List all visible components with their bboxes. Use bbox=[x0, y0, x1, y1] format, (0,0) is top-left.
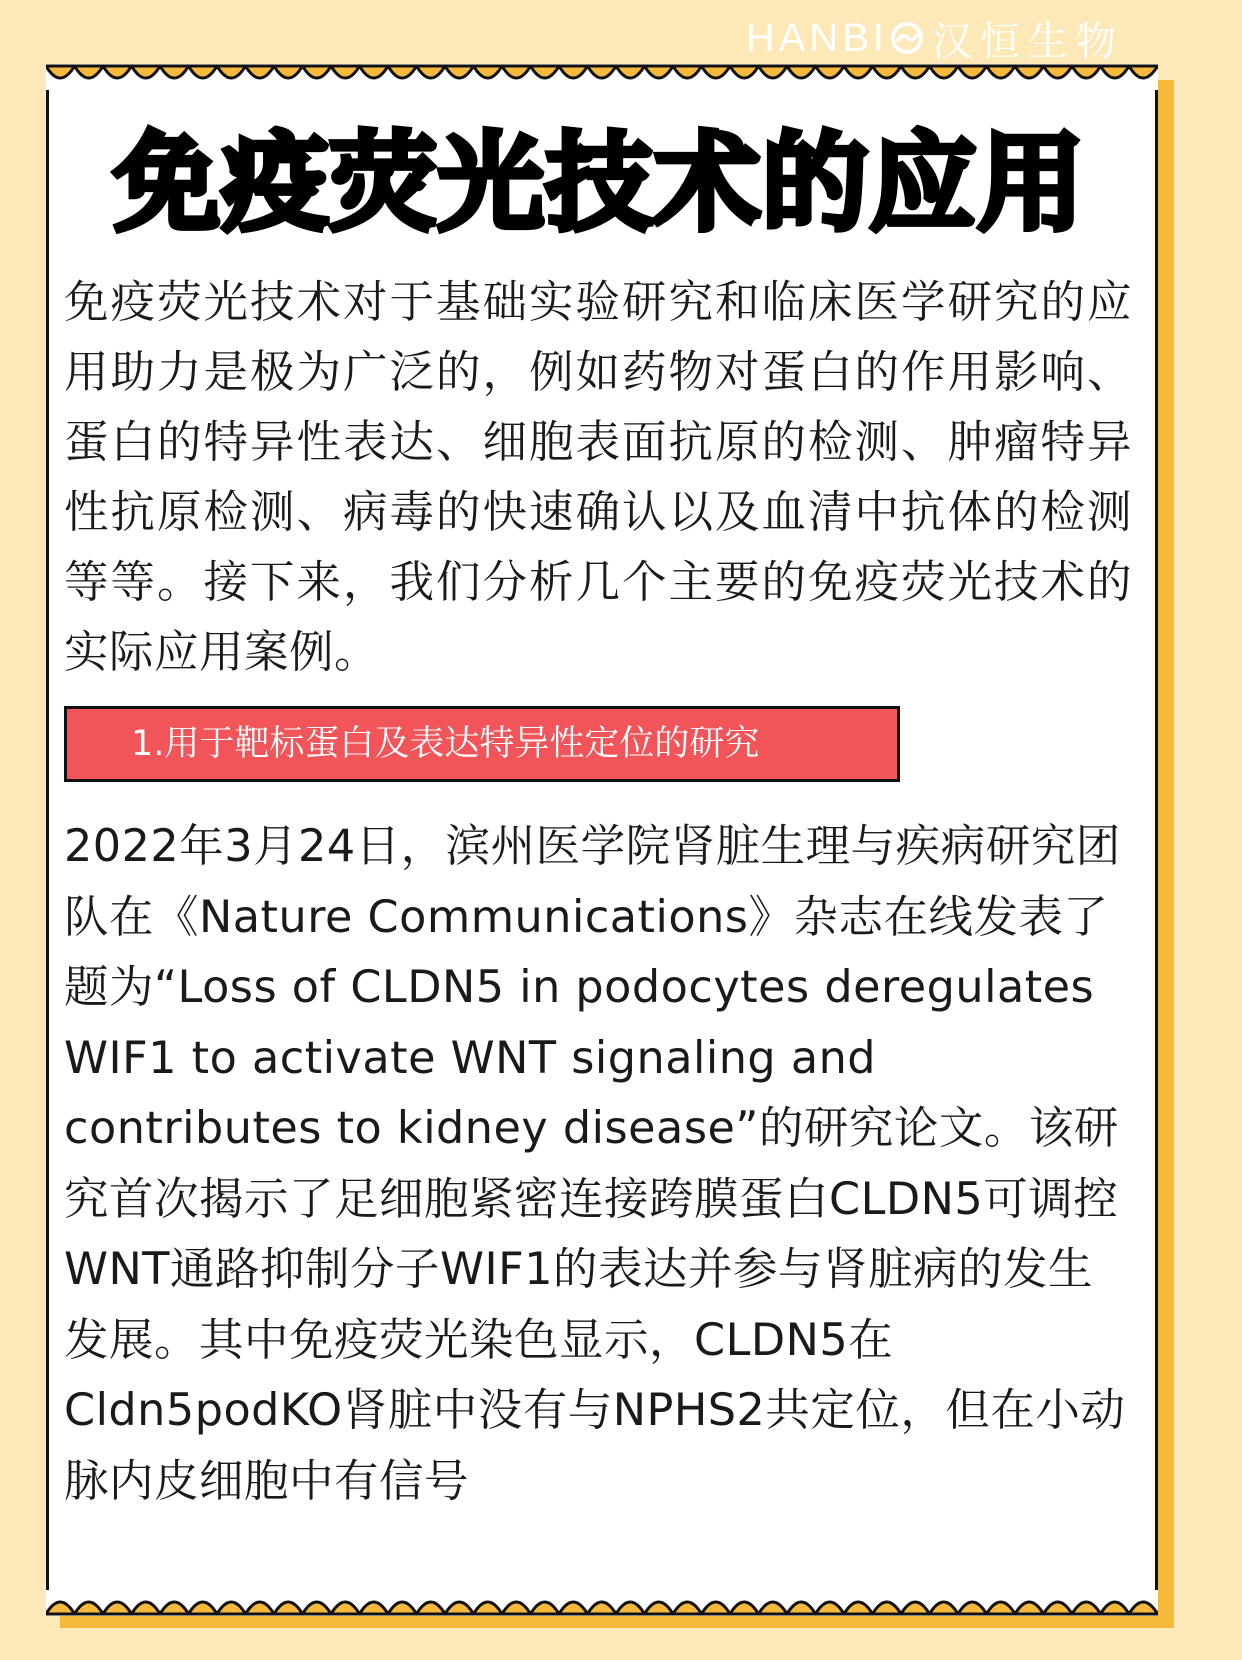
section-1-paragraph: 2022年3月24日，滨州医学院肾脏生理与疾病研究团队在《Nature Communications》杂志在线发表了题为“Loss of CLDN5 in podocytes deregulates WIF1 to activate WNT signaling and contributes to kidney disease”的研究论文。该研究首次揭示了足细胞紧密连接跨膜蛋白CLDN5可调控WNT通路抑制分子WIF1的表达并参与肾脏病的发生发展。其中免疫荧光染色显示，CLDN5在Cldn5podKO肾脏中没有与NPHS2共定位，但在小动脉内皮细胞中有信号 bbox=[64, 821, 1126, 1507]
brand-name-cn: 汉恒生物 bbox=[932, 19, 1124, 64]
hanbio-o-logo-icon bbox=[890, 21, 924, 55]
ticket-scallop-bottom bbox=[46, 1590, 1158, 1616]
brand-name-en: HANBI bbox=[745, 15, 888, 60]
section-heading-1: 1.用于靶标蛋白及表达特异性定位的研究 bbox=[64, 706, 900, 782]
brand-logo bbox=[746, 14, 1124, 62]
page-title: 免疫荧光技术的应用 bbox=[114, 122, 1086, 245]
ticket-scallop-top bbox=[46, 64, 1158, 90]
intro-paragraph: 免疫荧光技术对于基础实验研究和临床医学研究的应用助力是极为广泛的，例如药物对蛋白的作用影响、蛋白的特异性表达、细胞表面抗原的检测、肿瘤特异性抗原检测、病毒的快速确认以及血清中抗体的检测等等。接下来，我们分析几个主要的免疫荧光技术的实际应用案例。 bbox=[64, 277, 1132, 678]
